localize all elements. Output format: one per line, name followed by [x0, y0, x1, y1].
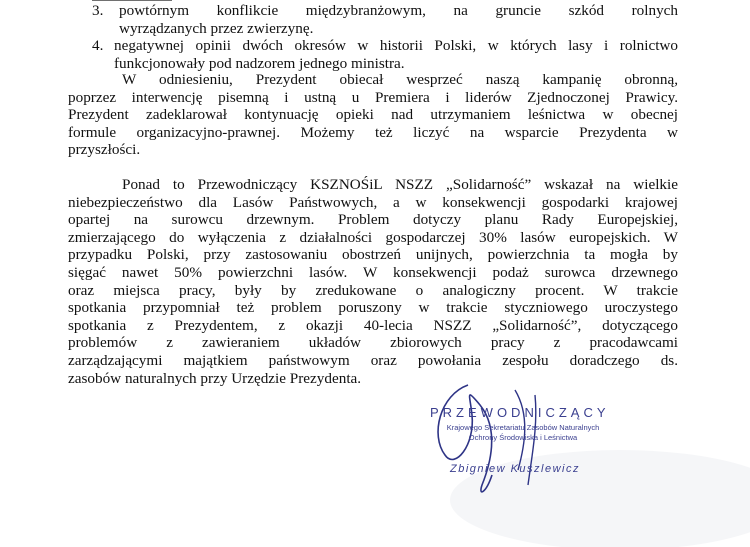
list-item-4-line-1: negatywnej opinii dwóch okresów w historii Polski, w których lasy i rolnictwo	[114, 37, 678, 54]
paragraph-2-line-9: spotkania z Prezydentem, z okazji 40-lecia NSZZ „Solidarność”, dotyczącego	[68, 316, 678, 334]
paragraph-2-line-2: niebezpieczeństwo dla Lasów Państwowych, a w konsekwencji gospodarki krajowej	[68, 193, 678, 211]
stamp-title: PRZEWODNICZĄCY	[430, 405, 610, 420]
paragraph-2-line-3: opartej na surowcu drzewnym. Problem dotyczy planu Rady Europejskiej,	[68, 211, 678, 229]
list-item-4-line-2: funkcjonowały pod nadzorem jednego ministra.	[114, 54, 405, 72]
paragraph-1-line-2: poprzez interwencję pisemną i ustną u Premiera i liderów Zjednoczonej Prawicy.	[68, 88, 678, 106]
stamp-subtitle-line-2: Ochrony Środowiska i Leśnictwa	[468, 433, 578, 442]
paragraph-1-line-1: W odniesieniu, Prezydent obiecał wesprzeć naszą kampanię obronną,	[122, 71, 678, 88]
handwritten-signature	[420, 375, 660, 515]
paragraph-2-line-4: zmierzającego do wyłączenia z działalności gospodarczej 30% lasów europejskich. W	[68, 228, 678, 246]
paragraph-2-line-5: przypadku Polski, przy zastosowaniu obostrzeń unijnych, powierzchnia ta mogła by	[68, 246, 678, 264]
stamp-subtitle-line-1: Krajowego Sekretariatu Zasobów Naturalnych	[446, 423, 600, 432]
paragraph-president-support	[68, 71, 678, 159]
paragraph-2-line-7: oraz miejsca pracy, były by zredukowane o analogiczny procent. W trakcie	[68, 281, 678, 299]
list-item-4-number: 4.	[92, 37, 104, 54]
paragraph-2-line-10: problemów z zawieraniem układów zbiorowych pracy z pracodawcami	[68, 334, 678, 352]
paragraph-forest-threat	[68, 176, 678, 387]
paragraph-1-line-5: przyszłości.	[68, 141, 141, 159]
paragraph-1-line-4: formule organizacyjno-prawnej. Możemy też liczyć na wsparcie Prezydenta w	[68, 123, 678, 141]
list-item-3-line-2: wyrządzanych przez zwierzynę.	[119, 19, 314, 37]
list-item-3-line-1: powtórnym konflikcie międzybranżowym, na gruncie szkód rolnych	[119, 2, 678, 19]
official-stamp	[420, 375, 660, 515]
paragraph-2-line-8: spotkania przypomniał też problem poruszony w trakcie styczniowego uroczystego	[68, 299, 678, 317]
paragraph-2-line-6: sięgać nawet 50% powierzchni lasów. W konsekwencji podaż surowca drzewnego	[68, 263, 678, 281]
paragraph-2-line-1: Ponad to Przewodniczący KSZNOŚiL NSZZ „Solidarność” wskazał na wielkie	[122, 176, 678, 193]
stamp-subtitle	[428, 423, 618, 443]
paragraph-2-line-12: zasobów naturalnych przy Urzędzie Prezydenta.	[68, 369, 362, 387]
paragraph-1-line-3: Prezydent zadeklarował kontynuację opieki nad utrzymaniem leśnictwa w obecnej	[68, 106, 678, 124]
stamp-signatory-name: Zbigniew Kuszlewicz	[450, 463, 580, 475]
paragraph-2-line-11: zarządzającymi majątkiem państwowym oraz powołania zespołu doradczego ds.	[68, 351, 678, 369]
list-item-3-number: 3.	[92, 2, 104, 19]
